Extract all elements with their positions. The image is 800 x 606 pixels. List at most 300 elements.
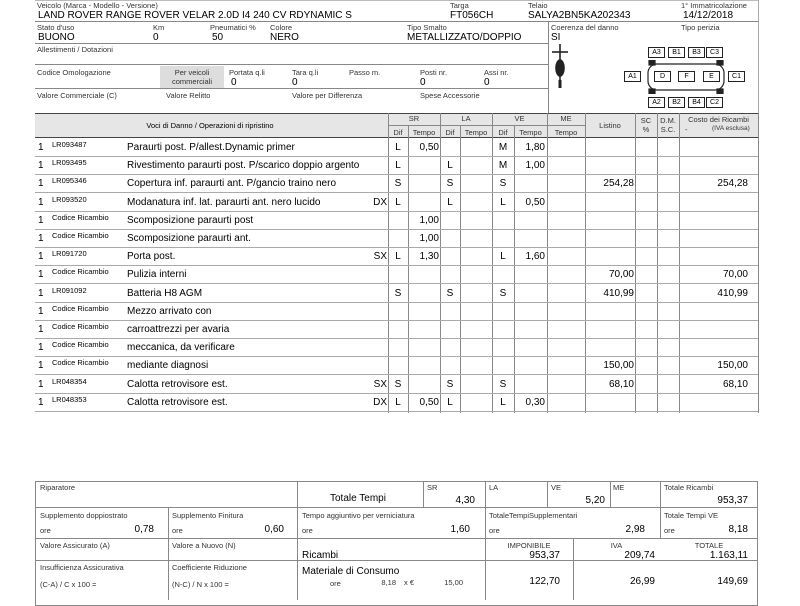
cost-subheader: (IVA esclusa): [712, 125, 750, 132]
row-la-t: [462, 339, 490, 357]
row-sr: L: [395, 396, 401, 408]
sum-me-label: ME: [613, 483, 625, 492]
row-listino: 410,99: [603, 287, 634, 299]
row-qty: 1: [38, 251, 44, 263]
row-la-t: [462, 394, 490, 412]
row-code: LR048354: [52, 376, 87, 386]
row-code: Codice Ricambio: [52, 267, 109, 277]
usage: BUONO: [38, 32, 75, 43]
tare: 0: [292, 77, 298, 88]
row-sr: L: [395, 196, 401, 208]
row-side: [365, 175, 387, 193]
commercial-value-label: Valore Commerciale (C): [37, 91, 117, 100]
row-sr: S: [394, 178, 402, 190]
row-ve: [492, 321, 514, 339]
row-la-t: [462, 157, 490, 175]
row-la-t: [462, 266, 490, 284]
row-cost: [681, 339, 748, 357]
row-ve-t: [515, 285, 545, 303]
row-listino: 68,10: [608, 378, 634, 390]
row-desc: Calotta retrovisore est.: [127, 396, 228, 408]
row-code: LR091720: [52, 249, 87, 259]
table-row: [35, 376, 758, 394]
payload: 0: [231, 77, 237, 88]
tare-label: Tara q.li: [292, 68, 319, 77]
materiale-label: Materiale di Consumo: [302, 566, 400, 577]
km: 0: [153, 32, 159, 43]
damage-box-e: E: [703, 71, 720, 82]
row-listino: [587, 394, 634, 412]
row-sr: S: [394, 378, 402, 390]
usage-label: Stato d'uso: [37, 23, 75, 32]
row-cost: [681, 230, 748, 248]
table-row: [35, 175, 758, 193]
row-ve: S: [499, 178, 507, 190]
ricambi-label: Ricambi: [302, 550, 339, 561]
row-sr: [388, 321, 408, 339]
supp-fin-label: Supplemento Finitura: [172, 511, 244, 520]
row-listino: [587, 212, 634, 230]
row-la-t: [462, 376, 490, 394]
row-listino: [587, 321, 634, 339]
damage-box-a2: A2: [648, 97, 665, 108]
row-desc: Modanatura inf. lat. paraurti ant. nero lucido: [127, 196, 321, 208]
materiale-ore: ore: [330, 579, 341, 588]
row-la: [440, 139, 460, 157]
materiale-rate: 15,00: [444, 578, 463, 587]
coherence: SI: [551, 32, 561, 43]
la-header: LA: [461, 114, 471, 123]
row-la: [440, 230, 460, 248]
tot-ve-ore: ore: [664, 526, 675, 535]
imponibile-label: IMPONIBILE: [507, 541, 551, 550]
row-desc: Mezzo arrivato con: [127, 305, 212, 317]
row-sr-t: 0,50: [419, 396, 439, 408]
row-qty: 1: [38, 287, 44, 299]
vehicle-model-label: Veicolo (Marca - Modello - Versione): [37, 1, 158, 10]
row-listino: [587, 230, 634, 248]
row-qty: 1: [38, 378, 44, 390]
sum-sr-val: 4,30: [455, 495, 475, 506]
row-code: LR093495: [52, 158, 87, 168]
row-side: DX: [373, 396, 387, 408]
row-qty: 1: [38, 269, 44, 281]
row-ve-t: 1,00: [525, 160, 545, 172]
homolog-label: Codice Omologazione: [37, 68, 111, 77]
damage-box-a3: A3: [648, 47, 665, 58]
row-sr: S: [394, 287, 402, 299]
damage-box-b1: B1: [668, 47, 685, 58]
row-code: Codice Ricambio: [52, 322, 109, 331]
dm-header: D.M.: [660, 116, 676, 125]
row-sr-t: 1,00: [419, 214, 439, 226]
table-row: [35, 266, 758, 284]
coherence-label: Coerenza del danno: [551, 23, 619, 32]
tot-ve: 8,18: [728, 524, 748, 535]
row-sr: [388, 339, 408, 357]
row-code: Codice Ricambio: [52, 340, 109, 350]
coeff-formula: (N-C) / N x 100 =: [172, 580, 229, 589]
row-side: [365, 230, 387, 248]
row-sr: [388, 212, 408, 230]
tot-ve-label: Totale Tempi VE: [664, 511, 719, 520]
iva-label: IVA: [610, 541, 623, 550]
sr-dif-header: Dif: [393, 128, 403, 137]
paint: METALLIZZATO/DOPPIO: [407, 32, 522, 43]
supp-fin-ore: ore: [172, 526, 183, 535]
materiale-tot: 149,69: [717, 576, 748, 587]
row-ve-t: [515, 175, 545, 193]
row-la: [440, 357, 460, 375]
tyres: 50: [212, 32, 224, 43]
row-side: [365, 157, 387, 175]
row-ve-t: [515, 357, 545, 375]
row-ve-t: [515, 321, 545, 339]
row-sr-t: [411, 303, 439, 321]
row-sr: L: [395, 251, 401, 263]
sum-sr-label: SR: [427, 483, 438, 492]
row-desc: Copertura inf. paraurti ant. P/gancio traino nero: [127, 178, 337, 190]
row-code: LR095346: [52, 176, 87, 186]
row-desc: Scomposizione paraurti ant.: [127, 233, 251, 244]
row-la: [440, 303, 460, 321]
ricambi-tot: 1.163,11: [709, 550, 748, 561]
row-code: Codice Ricambio: [52, 303, 109, 313]
row-cost: 68,10: [722, 378, 748, 390]
accessory-label: Spese Accessorie: [420, 91, 480, 100]
row-cost: [681, 212, 748, 230]
row-sr-t: [411, 357, 439, 375]
row-ve: S: [499, 287, 507, 299]
supp-dop-label: Supplemento doppiostrato: [40, 511, 128, 520]
row-ve-t: [515, 230, 545, 248]
listino-header: Listino: [599, 121, 621, 130]
row-sr-t: [411, 194, 439, 212]
row-qty: 1: [38, 360, 44, 372]
row-ve-t: 1,60: [525, 251, 545, 263]
row-listino: [587, 248, 634, 266]
row-la: L: [447, 396, 453, 408]
diff-label: Valore per Differenza: [292, 91, 363, 100]
damage-box-c2: C2: [706, 97, 723, 108]
damage-box-c1: C1: [728, 71, 745, 82]
row-cost: [681, 157, 748, 175]
row-ve: L: [500, 396, 506, 408]
row-ve-t: 1,80: [525, 142, 545, 153]
row-qty: 1: [38, 178, 44, 190]
la-tempo-header: Tempo: [464, 128, 488, 137]
dm-sc-header: S.C.: [660, 125, 676, 134]
supp-dop-ore: ore: [40, 526, 51, 535]
table-row: [35, 339, 758, 357]
row-ve: [492, 357, 514, 375]
row-qty: 1: [38, 214, 44, 226]
row-side: [365, 321, 387, 339]
cost-dash: -: [685, 125, 688, 134]
plate-label: Targa: [450, 1, 469, 10]
row-ve-t: [515, 212, 545, 230]
row-desc: Pulizia interni: [127, 269, 187, 281]
row-cost: 410,99: [717, 287, 748, 299]
tot-supp: 2,98: [625, 524, 645, 535]
sum-la-label: LA: [489, 483, 499, 492]
row-sr: [388, 303, 408, 321]
row-la-t: [462, 175, 490, 193]
sc-pct-header: %: [642, 125, 650, 134]
row-sr-t: [411, 285, 439, 303]
row-listino: [587, 157, 634, 175]
payload-label: Portata q.li: [229, 68, 265, 77]
row-side: [365, 212, 387, 230]
row-side: [365, 303, 387, 321]
row-ve: [492, 212, 514, 230]
table-row: [35, 194, 758, 212]
sr-header: SR: [408, 114, 420, 123]
tot-ricambi: 953,37: [717, 495, 748, 506]
voices-header: Voci di Danno / Operazioni di ripristino: [146, 121, 274, 130]
ricambi-imp: 953,37: [529, 550, 560, 561]
row-la-t: [462, 194, 490, 212]
row-listino: [587, 339, 634, 357]
sum-ve-label: VE: [551, 483, 562, 492]
row-listino: 254,28: [603, 178, 634, 190]
totale-tempi-label: Totale Tempi: [330, 493, 386, 504]
row-cost: [681, 321, 748, 339]
axles-label: Assi nr.: [484, 68, 509, 77]
tempo-agg: 1,60: [450, 524, 470, 535]
la-dif-header: Dif: [445, 128, 455, 137]
row-side: [365, 285, 387, 303]
row-sr: L: [395, 160, 401, 172]
damage-box-d: D: [654, 71, 671, 82]
table-row: [35, 139, 758, 157]
row-la: [440, 212, 460, 230]
table-row: [35, 321, 758, 339]
row-side: SX: [373, 251, 387, 263]
supp-dop: 0,78: [134, 524, 154, 535]
row-ve: S: [499, 378, 507, 390]
row-ve: L: [500, 196, 506, 208]
row-la-t: [462, 321, 490, 339]
row-ve-t: [515, 376, 545, 394]
row-la-t: [462, 230, 490, 248]
row-qty: 1: [38, 233, 44, 244]
row-sr-t: 0,50: [419, 142, 439, 153]
row-qty: 1: [38, 324, 44, 335]
row-la: S: [446, 178, 454, 190]
row-sr-t: [411, 339, 439, 357]
table-row: [35, 157, 758, 175]
row-ve: [492, 266, 514, 284]
row-la: [440, 248, 460, 266]
row-desc: Batteria H8 AGM: [127, 287, 203, 299]
row-qty: 1: [38, 305, 44, 317]
row-ve: [492, 230, 514, 248]
table-row: [35, 230, 758, 248]
paint-label: Tipo Smalto: [407, 23, 447, 32]
coeff-label: Coefficiente Riduzione: [172, 563, 247, 572]
damage-box-b4: B4: [688, 97, 705, 108]
row-sr-t: [411, 376, 439, 394]
ve-dif-header: Dif: [498, 128, 508, 137]
row-la: [440, 339, 460, 357]
me-tempo-header: Tempo: [554, 128, 578, 137]
row-ve: [492, 339, 514, 357]
tempo-agg-ore: ore: [302, 526, 313, 535]
row-cost: [681, 303, 748, 321]
seats-label: Posti nr.: [420, 68, 448, 77]
table-row: [35, 394, 758, 412]
row-desc: Scomposizione paraurti post: [127, 214, 254, 226]
row-code: Codice Ricambio: [52, 212, 109, 222]
row-sr-t: 1,00: [419, 233, 439, 244]
row-ve: [492, 303, 514, 321]
row-cost: [681, 194, 748, 212]
damage-box-b2: B2: [668, 97, 685, 108]
row-qty: 1: [38, 196, 44, 208]
row-qty: 1: [38, 142, 44, 153]
me-header: ME: [560, 114, 572, 123]
row-side: SX: [373, 378, 387, 390]
row-sr-t: 1,30: [419, 251, 439, 263]
seats: 0: [420, 77, 426, 88]
row-listino: 150,00: [603, 360, 634, 372]
row-ve: M: [498, 160, 508, 172]
sc-header: SC: [640, 116, 652, 125]
row-side: [365, 339, 387, 357]
row-sr: [388, 357, 408, 375]
row-ve-t: 0,50: [525, 196, 545, 208]
frame-label: Telaio: [528, 1, 548, 10]
color-label: Colore: [270, 23, 293, 32]
row-sr: L: [395, 142, 401, 153]
table-row: [35, 285, 758, 303]
row-la: S: [446, 378, 454, 390]
val-ass-label: Valore Assicurato (A): [40, 541, 110, 550]
motorcycle-icon: [546, 40, 574, 90]
supp-fin: 0,60: [264, 524, 284, 535]
row-ve-t: [515, 339, 545, 357]
step-label: Passo m.: [349, 68, 381, 77]
row-desc: Rivestimento paraurti post. P/scarico doppio argento: [127, 160, 360, 172]
row-cost: [681, 394, 748, 412]
km-label: Km: [153, 23, 165, 32]
row-la: S: [446, 287, 454, 299]
reg-date: 14/12/2018: [683, 10, 734, 21]
row-code: LR048353: [52, 394, 87, 404]
insuff-label: Insufficienza Assicurativa: [40, 563, 124, 572]
tot-supp-ore: ore: [489, 526, 500, 535]
row-sr-t: [411, 266, 439, 284]
row-sr: [388, 230, 408, 248]
materiale-hours: 8,18: [381, 578, 396, 587]
wreck-label: Valore Relitto: [166, 91, 211, 100]
row-side: [365, 139, 387, 157]
row-ve-t: 0,30: [525, 396, 545, 408]
damage-box-f: F: [678, 71, 695, 82]
row-desc: meccanica, da verificare: [127, 342, 235, 354]
ve-tempo-header: Tempo: [519, 128, 542, 137]
row-la-t: [462, 212, 490, 230]
reg-date-label: 1° Immatricolazione: [681, 1, 747, 10]
row-listino: [587, 139, 634, 157]
row-side: [365, 357, 387, 375]
tempo-agg-label: Tempo aggiuntivo per verniciatura: [302, 511, 415, 520]
row-sr-t: [411, 321, 439, 339]
damage-box-a1: A1: [624, 71, 641, 82]
row-desc: mediante diagnosi: [127, 360, 209, 372]
row-desc: Porta post.: [127, 251, 176, 263]
row-ve: L: [500, 251, 506, 263]
sr-tempo-header: Tempo: [412, 128, 436, 137]
totale-label: TOTALE: [694, 541, 724, 550]
row-listino: 70,00: [608, 269, 634, 281]
row-la: L: [447, 196, 453, 208]
row-la: L: [447, 160, 453, 172]
row-desc: carroattrezzi per avaria: [127, 324, 230, 335]
sum-ve-val: 5,20: [585, 495, 605, 506]
row-sr: [388, 266, 408, 284]
materiale-x: x €: [404, 578, 415, 587]
table-row: [35, 357, 758, 375]
row-side: DX: [373, 196, 387, 208]
damage-box-c3: C3: [706, 47, 723, 58]
row-side: [365, 266, 387, 284]
axles: 0: [484, 77, 490, 88]
row-la-t: [462, 248, 490, 266]
row-la-t: [462, 357, 490, 375]
damage-box-b3: B3: [688, 47, 705, 58]
row-sr-t: [411, 157, 439, 175]
commercial-label: Per veicoli commerciali: [171, 68, 212, 86]
row-la-t: [462, 285, 490, 303]
insuff-formula: (C-A) / C x 100 =: [40, 580, 97, 589]
row-code: LR091092: [52, 285, 87, 295]
table-row: [35, 212, 758, 230]
row-ve-t: [515, 266, 545, 284]
row-code: LR093487: [52, 140, 87, 149]
ricambi-iva: 209,74: [624, 550, 655, 561]
row-cost: 70,00: [722, 269, 748, 281]
row-code: Codice Ricambio: [52, 231, 109, 240]
materiale-iva: 26,99: [629, 576, 655, 587]
materiale-imp: 122,70: [529, 576, 560, 587]
row-cost: [681, 248, 748, 266]
equipment-label: Allestimenti / Dotazioni: [37, 45, 113, 54]
row-la-t: [462, 303, 490, 321]
row-desc: Calotta retrovisore est.: [127, 378, 228, 390]
row-la-t: [462, 139, 490, 157]
vehicle-model: LAND ROVER RANGE ROVER VELAR 2.0D I4 240 CV RDYNAMIC S: [38, 10, 352, 21]
row-ve-t: [515, 303, 545, 321]
row-listino: [587, 303, 634, 321]
val-nuovo-label: Valore a Nuovo (N): [172, 541, 236, 550]
table-row: [35, 248, 758, 266]
row-la: [440, 266, 460, 284]
row-qty: 1: [38, 160, 44, 172]
row-la: [440, 321, 460, 339]
row-cost: 150,00: [717, 360, 748, 372]
row-qty: 1: [38, 396, 44, 408]
riparatore-label: Riparatore: [40, 483, 76, 492]
color: NERO: [270, 32, 299, 43]
cost-header: Costo dei Ricambi: [688, 115, 749, 124]
row-ve: M: [498, 142, 508, 153]
row-cost: [681, 139, 748, 157]
row-qty: 1: [38, 342, 44, 354]
perizia-label: Tipo perizia: [681, 23, 720, 32]
table-row: [35, 303, 758, 321]
